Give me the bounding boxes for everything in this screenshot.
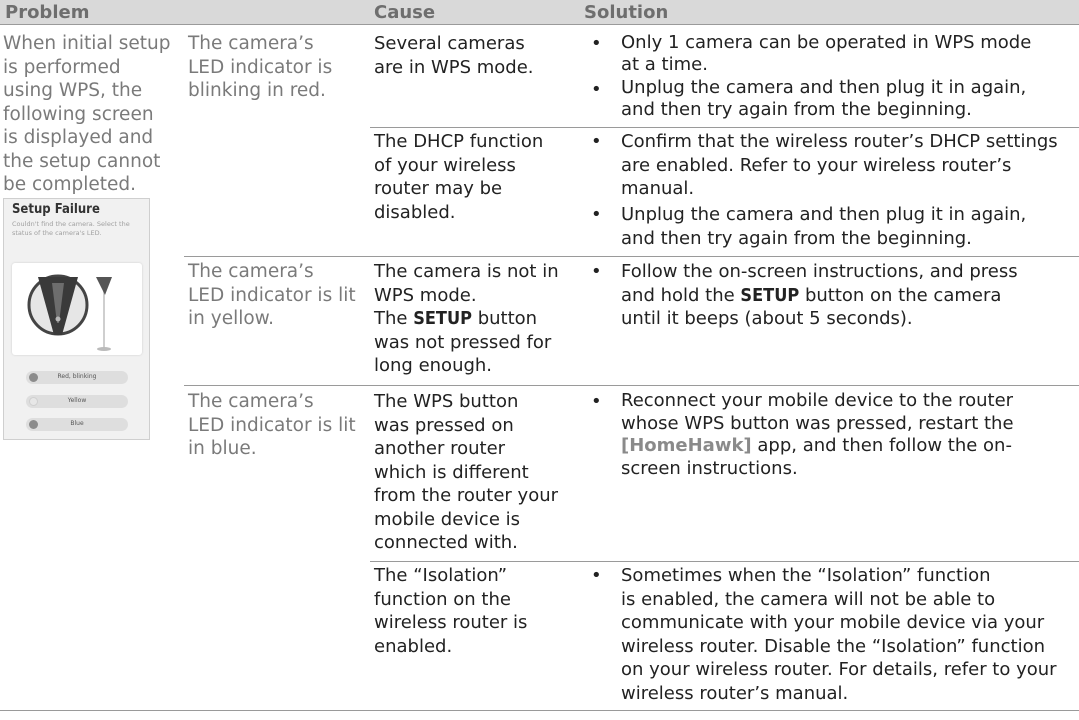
row-divider (370, 127, 1079, 128)
led-yellow-text: The camera’s LED indicator is lit in yellow. (188, 261, 356, 329)
camera-led-illustration (12, 263, 142, 355)
solution-one-camera: Only 1 camera can be operated in WPS mode at a time. (621, 32, 1032, 75)
problem-text: When initial setup is performed using WPS, the following screen is displayed and the setup cannot be completed. (3, 33, 171, 195)
header-solution: Solution (584, 2, 669, 23)
bullet-icon: • (591, 131, 602, 152)
led-red-text: The camera’s LED indicator is blinking in red. (188, 33, 333, 101)
option-red-blinking[interactable]: Red, blinking (26, 371, 128, 384)
row-divider (184, 256, 1079, 257)
bullet-icon: • (591, 204, 602, 225)
header-cause: Cause (374, 2, 436, 23)
setup-failure-screenshot (3, 198, 150, 440)
cause-isolation: The “Isolation” function on the wireless router is enabled. (374, 565, 528, 657)
bullet-icon: • (591, 565, 602, 586)
row-divider (370, 561, 1079, 562)
header-problem: Problem (5, 2, 90, 23)
solution-reconnect: Reconnect your mobile device to the router whose WPS button was pressed, restart the [HomeHawk] app, and then follow the on- screen instructions. (621, 390, 1014, 479)
option-yellow[interactable]: Yellow (26, 395, 128, 408)
solution-unplug-2: Unplug the camera and then plug it in again, and then try again from the beginning. (621, 204, 1027, 249)
screen-title: Setup Failure (12, 202, 100, 217)
option-blue[interactable]: Blue (26, 418, 128, 431)
cause-several-cameras: Several cameras are in WPS mode. (374, 33, 534, 78)
solution-isolation: Sometimes when the “Isolation” function is enabled, the camera will not be able to communicate with your mobile device via your wireless router. Disable the “Isolation” function on your wireless router. For details, refer to your wireless router’s manual. (621, 565, 1057, 704)
cause-wps-other-router: The WPS button was pressed on another router which is different from the router your mobile device is connected with. (374, 391, 559, 553)
bullet-icon: • (591, 79, 602, 100)
screen-subtitle: Couldn't find the camera. Select the status of the camera's LED. (12, 220, 130, 237)
solution-unplug-1: Unplug the camera and then plug it in again, and then try again from the beginning. (621, 77, 1027, 120)
app-name: [HomeHawk] (621, 435, 752, 456)
bullet-icon: • (591, 33, 602, 54)
camera-icon (12, 263, 142, 355)
solution-dhcp: Confirm that the wireless router’s DHCP settings are enabled. Refer to your wireless router’s manual. (621, 131, 1058, 199)
led-blue-text: The camera’s LED indicator is lit in blue. (188, 391, 356, 459)
cause-dhcp: The DHCP function of your wireless router may be disabled. (374, 131, 544, 223)
row-divider (184, 385, 1079, 386)
table-bottom-border (0, 710, 1079, 711)
cause-not-wps-mode: The camera is not in WPS mode. The SETUP button was not pressed for long enough. (374, 261, 559, 376)
table-header (0, 0, 1079, 25)
bullet-icon: • (591, 261, 602, 282)
solution-press-setup: Follow the on-screen instructions, and press and hold the SETUP button on the camera until it beeps (about 5 seconds). (621, 261, 1018, 329)
bullet-icon: • (591, 391, 602, 412)
